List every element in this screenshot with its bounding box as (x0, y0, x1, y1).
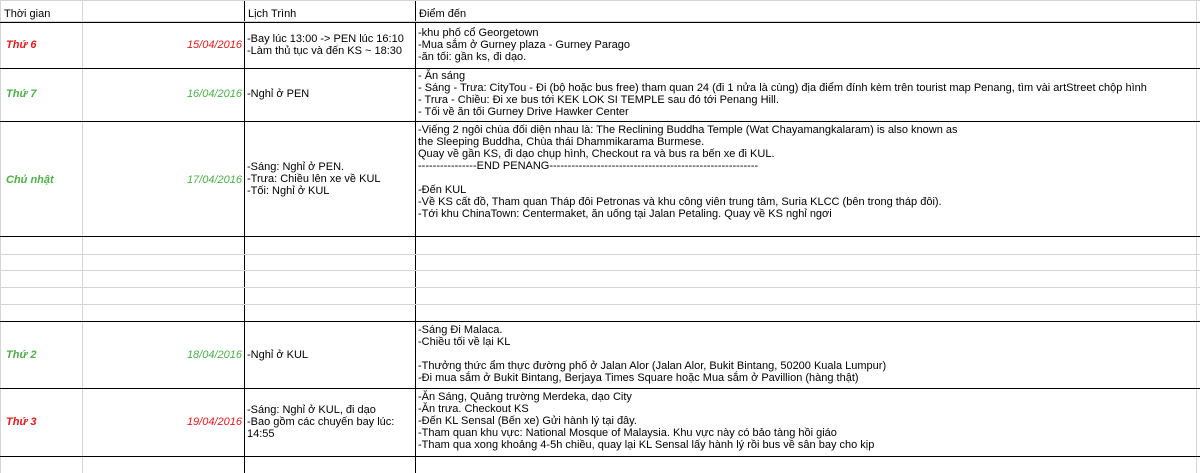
header-destination: Điểm đến (419, 8, 467, 20)
day-cell[interactable]: Thứ 2 (6, 349, 37, 361)
header-schedule: Lịch Trình (248, 8, 297, 20)
day-cell[interactable]: Thứ 3 (6, 416, 37, 428)
destination-cell[interactable]: - Ăn sáng - Sáng - Trưa: CityTou - Đi (bộ hoặc bus free) tham quan 24 (đi 1 nửa là cùng) địa điểm đính kèm trên tourist map Penang, tìm vài artStreet chộp hình - Trưa - Chiều: Đi xe bus tới KEK LOK SI TEMPLE sau đó tới Penang Hill. - Tối về ăn tối Gurney Drive Hawker Center (418, 70, 1147, 118)
date-cell[interactable]: 19/04/2016 (186, 416, 242, 428)
destination-cell[interactable]: -Viếng 2 ngôi chùa đối diện nhau là: The Reclining Buddha Temple (Wat Chayamangkalaram) is also known as the Sleeping Buddha, Chùa thái Dhammikarama Burmese. Quay về gần KS, đi dạo chụp hình, Checkout ra và bus ra bến xe đi KUL. ----------------END PENANG--------------------------------------------------------- -Đến KUL -Về KS cất đồ, Tham quan Tháp đôi Petronas và khu công viên trung tâm, Suria KLCC (bên trong tháp đôi). -Tới khu ChinaTown: Centermaket, ăn uống tại Jalan Petaling. Quay về KS nghỉ ngơi (418, 124, 958, 220)
day-cell[interactable]: Thứ 7 (6, 88, 37, 100)
schedule-cell[interactable]: -Sáng: Nghỉ ở PEN. -Trưa: Chiều lên xe về KUL -Tối: Nghỉ ở KUL (247, 161, 381, 197)
date-cell[interactable]: 17/04/2016 (186, 174, 242, 186)
schedule-cell[interactable]: -Nghỉ ở KUL (247, 349, 309, 361)
schedule-cell[interactable]: -Sáng: Nghỉ ở KUL, đi dạo -Bao gồm các chuyến bay lúc: 14:55 (247, 404, 395, 440)
schedule-cell[interactable]: -Bay lúc 13:00 -> PEN lúc 16:10 -Làm thủ tục và đến KS ~ 18:30 (247, 33, 404, 57)
date-cell[interactable]: 15/04/2016 (186, 39, 242, 51)
date-cell[interactable]: 16/04/2016 (186, 88, 242, 100)
destination-cell[interactable]: -Ăn Sáng, Quảng trường Merdeka, dạo City -Ăn trưa. Checkout KS -Đến KL Sensal (Bến xe) Gửi hành lý tại đây. -Tham quan khu vực: National Mosque of Malaysia. Khu vực này có bảo tàng hồi giáo -Tham qua xong khoảng 4-5h chiều, quay lại KL Sensal lấy hành lý rồi bus về sân bay cho kịp (418, 391, 875, 451)
schedule-cell[interactable]: -Nghỉ ở PEN (247, 88, 310, 100)
destination-cell[interactable]: -Sáng Đi Malaca. -Chiều tối về lại KL -Thưởng thức ẩm thực đường phố ở Jalan Alor (Jalan Alor, Bukit Bintang, 50200 Kuala Lumpur) -Đi mua sắm ở Bukit Bintang, Berjaya Times Square hoặc Mua sắm ở Pavillion (hàng thật) (418, 324, 887, 384)
header-time: Thời gian (4, 8, 51, 20)
day-cell[interactable]: Chủ nhật (6, 174, 54, 186)
day-cell[interactable]: Thứ 6 (6, 39, 37, 51)
date-cell[interactable]: 18/04/2016 (186, 349, 242, 361)
destination-cell[interactable]: -khu phố cổ Georgetown -Mua sắm ở Gurney plaza - Gurney Parago -ăn tối: gần ks, đi dạo. (418, 27, 631, 63)
